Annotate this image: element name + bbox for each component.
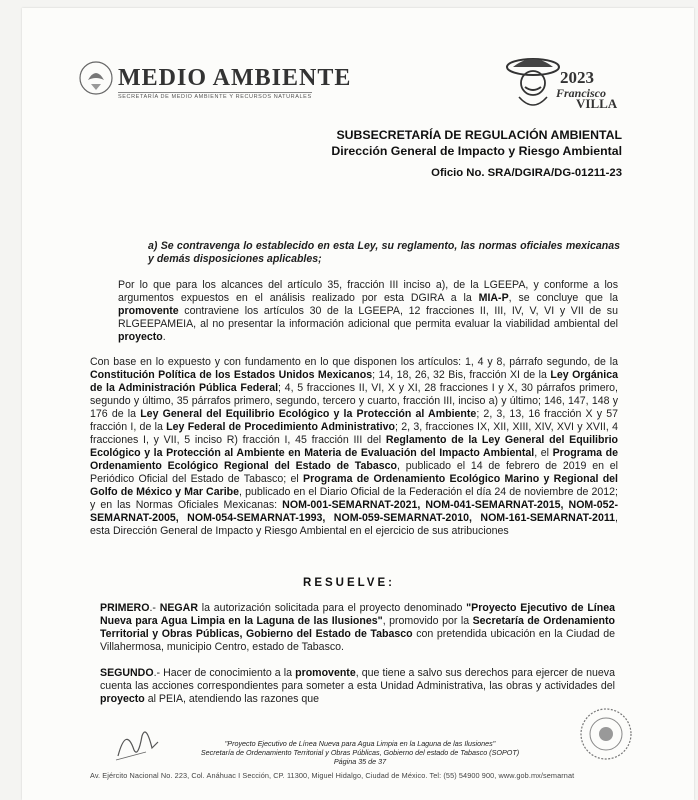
subsecretaria-heading: SUBSECRETARÍA DE REGULACIÓN AMBIENTAL [336,128,622,142]
badge-name-first: Francisco [556,86,607,100]
paragraph-conclusion: Por lo que para los alcances del artículo 35, fracción III inciso a), de la LGEEPA, y conforme a los argumentos expuestos en el análisis realizado por esta DGIRA a la MIA-P, se concluye que la promovente contraviene los artículos 30 de la LGEEPA, 12 fracciones II, III, IV, V, VI y VII de su RLGEEPAMEIA, al no presentar la información adicional que permita evaluar la viabilidad ambiental del proyecto. [118,279,618,343]
paragraph-primero: PRIMERO.- NEGAR la autorización solicitada para el proyecto denominado "Proyecto Ejecutivo de Línea Nueva para Agua Limpia en la Laguna de las Ilusiones", promovido por la Secretaría de Ordenamiento Territorial y Obras Públicas, Gobierno del Estado de Tabasco con pretendida ubicación en la Ciudad de Villahermosa, municipio Centro, estado de Tabasco. [100,602,615,653]
resuelve-heading: RESUELVE: [303,577,395,589]
paragraph-inciso-a: a) Se contravenga lo establecido en esta Ley, su reglamento, las normas oficiales mexicanas y demás disposiciones aplicables; [148,240,620,265]
footer-promovente: Secretaría de Ordenamiento Territorial y Obras Públicas, Gobierno del estado de Tabasco (SOPOT) [200,748,520,758]
page-number: Página 35 de 37 [333,757,387,767]
logo-subtitle: SECRETARÍA DE MEDIO AMBIENTE Y RECURSOS NATURALES [118,94,312,100]
footer-project-name: "Proyecto Ejecutivo de Línea Nueva para Agua Limpia en la Laguna de las Ilusiones" [224,739,496,748]
eagle-emblem-icon [78,58,114,98]
paragraph-fundamento: Con base en lo expuesto y con fundamento en lo que disponen los artículos: 1, 4 y 8, párrafo segundo, de la Constitución Política de los Estados Unidos Mexicanos; 14, 18, 26, 32 Bis, fracción XI de la Ley Orgánica de la Administración Pública Federal; 4, 5 fracciones II, VI, X y XI, 28 fracciones I y X, 30 párrafos primero, segundo y último, 35 párrafos primero, segundo, tercero y cuarto, fracción III, inciso a) y último; 146, 147, 148 y 176 de la Ley General del Equilibrio Ecológico y la Protección al Ambiente; 2, 3, 13, 16 fracción X y 57 fracción I, de la Ley Federal de Procedimiento Administrativo; 2, 3, fracciones IX, XII, XIII, XIV, XVI y XVII, 4 fracciones I, y VII, 5 inciso R) fracción I, 45 fracción III del Reglamento de la Ley General del Equilibrio Ecológico y la Protección al Ambiente en Materia de Evaluación del Impacto Ambiental, el Programa de Ordenamiento Ecológico Regional del Estado de Tabasco, publicado el 14 de febrero de 2019 en el Periódico Oficial del Estado de Tabasco; el Programa de Ordenamiento Ecológico Marino y Regional del Golfo de México y Mar Caribe, publicado en el Diario Oficial de la Federación el día 24 de noviembre de 2012; y en las Normas Oficiales Mexicanas: NOM-001-SEMARNAT-2021, NOM-041-SEMARNAT-2015, NOM-052-SEMARNAT-2005, NOM-054-SEMARNAT-1993, NOM-059-SEMARNAT-2010, NOM-161-SEMARNAT-2011, esta Dirección General de Impacto y Riesgo Ambiental en el ejercicio de sus atribuciones [90,356,619,537]
badge-name-last: VILLA [576,96,618,111]
logo-title: MEDIO AMBIENTE [118,64,352,91]
official-seal-icon [578,702,634,766]
footer-address: Av. Ejército Nacional No. 223, Col. Anáhuac I Sección, CP. 11300, Miguel Hidalgo, Ciudad de México. Tel: (55) 54900 900, www.gob.mx/semarnat [90,771,575,780]
badge-year: 2023 [560,68,594,87]
direccion-heading: Dirección General de Impacto y Riesgo Ambiental [331,144,622,158]
signature-icon [112,722,164,762]
oficio-number: Oficio No. SRA/DGIRA/DG-01211-23 [431,167,622,179]
page-footer [160,739,560,767]
paragraph-segundo: SEGUNDO.- Hacer de conocimiento a la promovente, que tiene a salvo sus derechos para ejercer de nueva cuenta las acciones correspondientes para someter a esta Unidad Administrativa, las obras y actividades del proyecto al PEIA, atendiendo las razones que [100,667,615,705]
